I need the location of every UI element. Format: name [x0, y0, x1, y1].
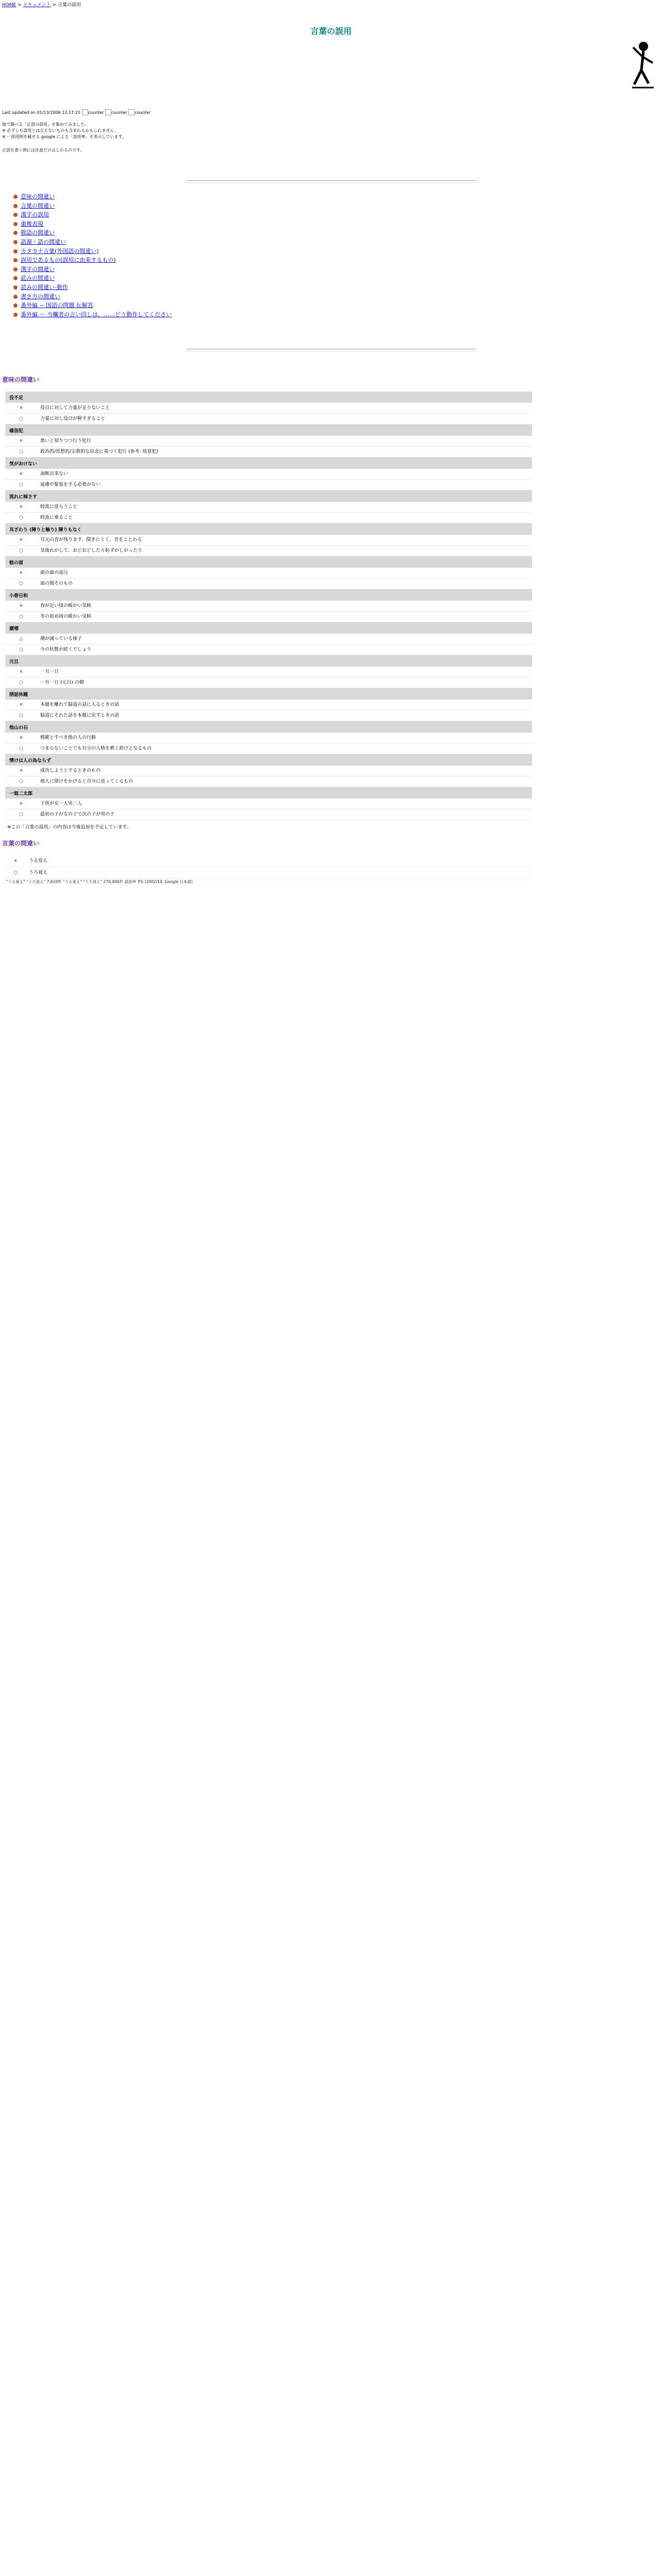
toc-item — [13, 247, 172, 256]
breadcrumb-current: 言葉の誤用 — [57, 3, 81, 8]
toc-item — [13, 265, 172, 274]
meaning-text: 力量に対し役目が軽すぎること — [40, 416, 106, 421]
meaning-text: 冬の初め頃の暖かい気候 — [40, 614, 92, 619]
correctness-mark: × — [19, 504, 23, 510]
section-title: 言葉の間違い — [2, 840, 40, 847]
usage-note: "うる覚え" "うろ覚え" 7,610件 "うる覚え" "うろ覚え" 270,000件 誤用率 3% (2002/10, Google 日本語) — [6, 879, 193, 884]
bullet-icon — [13, 285, 18, 290]
intro-note: 正誤を書く例には注意だけはしわるのです。 — [2, 148, 85, 152]
group-heading-label: 蛙の面 — [9, 561, 24, 566]
section-title: 意味の間違い — [2, 376, 40, 383]
meaning-text: 一月一日 (元日) の朝 — [40, 680, 84, 685]
toc-link[interactable]: 読みの間違い — [21, 275, 55, 282]
toc-link[interactable]: 語源・語の間違い — [21, 238, 66, 245]
toc-item — [13, 274, 172, 283]
intro-line: ※ 必ずしも誤用とは言えないものも含まれるかもしれません。 — [2, 128, 119, 133]
bullet-icon — [13, 258, 18, 262]
footnote: ※この「言葉の誤用」の内容は今後追加を予定しています。 — [7, 825, 131, 830]
table-row — [5, 447, 532, 457]
correctness-mark: △ — [19, 636, 23, 641]
bullet-icon — [13, 295, 18, 299]
group-heading-label: 一姫二太郎 — [9, 791, 33, 796]
counter-label: counter — [88, 110, 104, 115]
meaning-text: 今の状態が続くでしょう — [40, 647, 92, 652]
correctness-mark: ○ — [19, 680, 23, 685]
correctness-mark: ○ — [19, 647, 23, 652]
meaning-text: 役目に対して力量が足りないこと — [40, 405, 110, 411]
table-row — [5, 867, 532, 879]
meaning-text: つまらないことでも自分の人格を磨く助けとなるもの — [40, 746, 152, 751]
group-heading — [5, 490, 532, 502]
page-title: 言葉の誤用 — [310, 26, 352, 36]
meaning-text: 気後れがして、おどおどしたり恥ずかしがったり — [40, 548, 142, 553]
meaning-text: 子供が女一人男二人 — [40, 801, 82, 806]
meaning-text: 脇道にそれた話を本題に戻すときの語 — [40, 713, 120, 718]
toc-link[interactable]: カタカナ言葉(外国語の間違い) — [21, 247, 99, 255]
stick-figure-icon — [631, 40, 655, 92]
table-row — [5, 776, 532, 787]
toc-link[interactable]: 重複表現 — [21, 220, 43, 227]
toc-link[interactable]: 読みの間違い-動作 — [21, 283, 68, 291]
meaning-text: 他人に情けをかけると自分に返ってくるもの — [40, 779, 134, 784]
meaning-text: 面の面の部分 — [40, 570, 69, 575]
group-heading — [5, 721, 532, 733]
toc-item — [13, 201, 172, 211]
toc-item — [13, 238, 172, 247]
toc-item — [13, 301, 172, 310]
group-heading-label: 小春日和 — [9, 594, 28, 599]
breadcrumb-separator: > — [51, 3, 58, 8]
table-row — [5, 634, 532, 645]
breadcrumb — [2, 1, 81, 8]
group-heading-label: 元旦 — [9, 659, 19, 665]
table-row — [5, 579, 532, 589]
correctness-mark: × — [19, 669, 23, 674]
toc-item — [13, 210, 172, 219]
toc-item — [13, 228, 172, 238]
correctness-mark: × — [19, 405, 23, 411]
group-heading — [5, 556, 532, 568]
table-row — [5, 513, 532, 523]
correctness-mark: × — [19, 801, 23, 806]
group-heading-label: 確信犯 — [9, 429, 24, 434]
correctness-mark: ○ — [13, 870, 18, 875]
meaning-text: 政治的/思想的/宗教的な信念に基づく犯行 (参考: 故意犯) — [40, 449, 158, 454]
group-heading — [5, 622, 532, 634]
table-row — [5, 645, 532, 655]
table-row — [5, 469, 532, 480]
misuse-table — [5, 392, 532, 833]
meaning-text: 最初の子が女の子で次の子が男の子 — [40, 812, 115, 817]
correctness-mark: ○ — [19, 515, 23, 520]
table-row — [5, 535, 532, 546]
group-heading — [5, 392, 532, 403]
table-row — [5, 809, 532, 820]
divider — [187, 349, 475, 351]
bullet-icon — [13, 222, 18, 226]
correctness-mark: ○ — [19, 746, 23, 751]
meaning-text: 時流に逆らうこと — [40, 504, 78, 510]
toc-link[interactable]: 誤用であるもの(誤用に由来するもの) — [21, 257, 116, 264]
meaning-text: 春が近い頃の暖かい気候 — [40, 603, 92, 608]
toc-item — [13, 310, 172, 319]
group-heading-label: 耳ざわり (障りと触り) 障りもなく — [9, 528, 82, 533]
bullet-icon — [13, 267, 18, 272]
correctness-mark: ○ — [19, 548, 23, 553]
correctness-mark: ○ — [19, 482, 23, 487]
table-row — [5, 677, 532, 688]
last-updated — [2, 109, 151, 116]
counter-label: counter — [111, 110, 127, 115]
toc-link[interactable]: 番外編 ～ 当欄者の言い回しは、……どう動作してください — [21, 311, 172, 318]
counter-image — [105, 109, 111, 115]
group-heading — [5, 523, 532, 535]
table-row — [5, 480, 532, 490]
correctness-mark: ○ — [19, 449, 23, 454]
group-heading-label: 気がおけない — [9, 462, 38, 467]
meaning-text: 時流に乗ること — [40, 515, 73, 520]
toc-item — [13, 292, 172, 301]
group-heading — [5, 655, 532, 667]
meaning-text: 本題を離れて脇道の話に入るときの語 — [40, 702, 120, 707]
meaning-text: 面の間そのもの — [40, 581, 73, 586]
toc-link[interactable]: 敬語の間違い — [21, 229, 55, 236]
divider — [187, 180, 475, 183]
bullet-icon — [13, 240, 18, 244]
counter-label: counter — [135, 110, 151, 115]
breadcrumb-home-link[interactable]: HOME — [2, 3, 16, 8]
group-heading — [5, 457, 532, 469]
meaning-text: 悪いと知りつつ行う犯行 — [40, 438, 92, 444]
table-row — [5, 710, 532, 721]
table-of-contents — [13, 192, 172, 319]
group-heading-label: 他山の石 — [9, 725, 28, 731]
toc-link[interactable]: 言葉の間違い — [21, 202, 55, 209]
meaning-text: 成功しようとするときのもの — [40, 768, 101, 773]
group-heading — [5, 589, 532, 601]
toc-link[interactable]: 意味の間違い — [21, 193, 55, 200]
intro-line: 他で調べる「正誤の誤用」を集めてみました。 — [2, 122, 89, 127]
toc-link[interactable]: 番外編 ~ 国語の問題 伝解答 — [21, 302, 93, 309]
meaning-text: 耳元の音が残ります、聞きにくく、音をことわる — [40, 537, 142, 543]
correctness-mark: ○ — [19, 713, 23, 718]
correctness-mark: × — [13, 858, 18, 863]
group-heading-label: 役不足 — [9, 396, 24, 401]
bullet-icon — [13, 204, 18, 208]
meaning-text: 潮が減っている様子 — [40, 636, 82, 641]
correctness-mark: × — [19, 603, 23, 608]
meaning-text: 遠慮や緊張をする必要がない — [40, 482, 101, 487]
correctness-mark: × — [19, 735, 23, 740]
counter-image — [128, 109, 135, 115]
bullet-icon — [13, 213, 18, 217]
toc-link[interactable]: 書き方の間違い — [21, 293, 60, 300]
table-row — [5, 700, 532, 710]
toc-item — [13, 256, 172, 265]
table-row — [5, 855, 532, 867]
correctness-mark: ○ — [19, 416, 23, 421]
toc-link[interactable]: 漢字の誤用 — [21, 211, 49, 218]
correctness-mark: ○ — [19, 779, 23, 784]
meaning-text: 一月一日 — [40, 669, 59, 674]
breadcrumb-separator: > — [16, 3, 23, 8]
meaning-text: 模範とすべき他の人の行動 — [40, 735, 96, 740]
bullet-icon — [13, 249, 18, 253]
table-row — [5, 667, 532, 677]
bullet-icon — [13, 231, 18, 235]
group-heading — [5, 425, 532, 436]
correctness-mark: × — [19, 768, 23, 773]
correctness-mark: × — [19, 537, 23, 543]
bullet-icon — [13, 303, 18, 308]
table-row — [5, 601, 532, 612]
bullet-icon — [13, 195, 18, 199]
misuse-table — [5, 855, 532, 903]
word-text: うる覚え — [29, 858, 48, 863]
group-heading — [5, 787, 532, 799]
correctness-mark: × — [19, 570, 23, 575]
last-updated-text: Last updated on 01/13/2006 12:17:21 — [2, 110, 81, 115]
table-row — [5, 612, 532, 622]
bullet-icon — [13, 276, 18, 280]
meaning-text: 油断出来ない — [40, 471, 69, 477]
counter-image — [82, 109, 88, 115]
correctness-mark: ○ — [19, 614, 23, 619]
correctness-mark: × — [19, 471, 23, 477]
word-text: うろ覚え — [29, 870, 48, 875]
group-heading — [5, 754, 532, 766]
group-heading-label: 潮増 — [9, 626, 19, 632]
breadcrumb-docs-link[interactable]: ドキュメント — [23, 3, 51, 8]
group-heading — [5, 688, 532, 700]
intro-text — [2, 122, 126, 140]
correctness-mark: × — [19, 438, 23, 444]
table-row — [5, 414, 532, 425]
group-heading-label: 情けは人の為ならず — [9, 758, 52, 764]
table-row — [5, 799, 532, 809]
group-heading-label: 閉話休題 — [9, 692, 28, 698]
table-row — [5, 743, 532, 754]
table-row — [5, 436, 532, 447]
intro-line: ※ 一部用例を載せる google による「誤用率」を表示しています。 — [2, 134, 126, 139]
toc-item — [13, 192, 172, 201]
bullet-icon — [13, 313, 18, 317]
toc-link[interactable]: 漢字の間違い — [21, 265, 55, 273]
table-row — [5, 403, 532, 414]
toc-item — [13, 219, 172, 229]
table-row — [5, 502, 532, 513]
group-heading-label: 流れに棹さす — [9, 495, 38, 500]
table-row — [5, 733, 532, 743]
correctness-mark: ○ — [19, 812, 23, 817]
correctness-mark: × — [19, 702, 23, 707]
toc-item — [13, 283, 172, 292]
correctness-mark: ○ — [19, 581, 23, 586]
table-row — [5, 568, 532, 579]
table-row — [5, 546, 532, 556]
table-row — [5, 766, 532, 776]
